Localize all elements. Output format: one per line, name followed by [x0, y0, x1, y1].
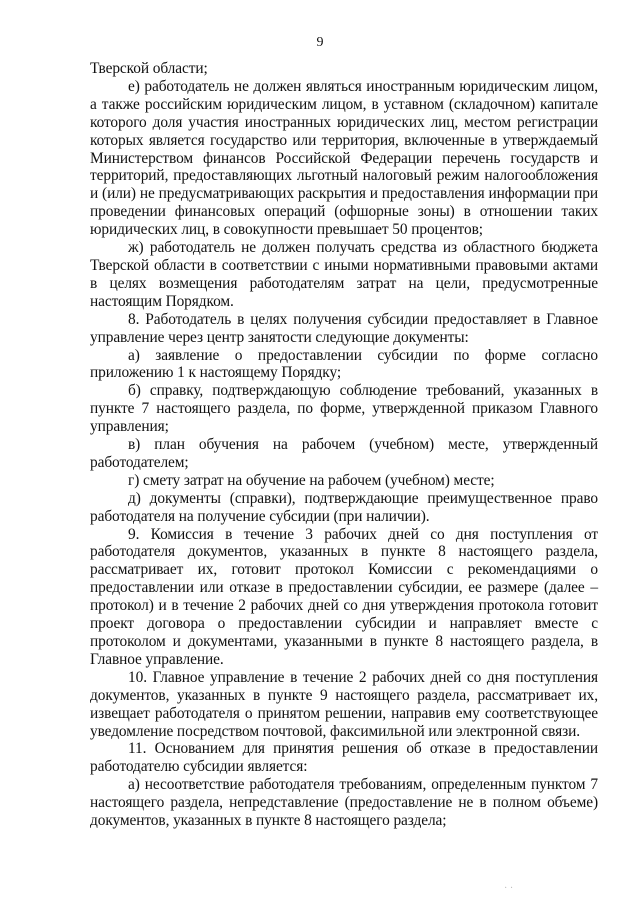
paragraph-item-zh: ж) работодатель не должен получать средства из областного бюджета Тверской области в соответствии с иными нормативными правовыми актами в целях возмещения работодателям затрат на цели, предусмотренные настоящим Порядком. — [90, 239, 598, 310]
document-body — [90, 60, 598, 830]
paragraph-item-e: е) работодатель не должен являться иностранным юридическим лицом, а также российским юридическим лицом, в уставном (складочном) капитале которого доля участия иностранных юридических лиц, местом регистрации которых является государство или территория, включенные в утверждаемый Министерством финансов Российской Федерации перечень государств и территорий, предоставляющих льготный налоговый режим налогообложения и (или) не предусматривающих раскрытия и предоставления информации при проведении финансовых операций (офшорные зоны) в отношении таких юридических лиц, в совокупности превышает 50 процентов; — [90, 77, 598, 239]
page-number: 9 — [316, 35, 324, 50]
paragraph-continuation: Тверской области; — [90, 60, 208, 77]
scan-artifact: · · — [504, 883, 514, 894]
paragraph-item-v: в) план обучения на рабочем (учебном) месте, утвержденный работодателем; — [90, 436, 598, 471]
paragraph-item-a: а) заявление о предоставлении субсидии по форме согласно приложению 1 к настоящему Порядку; — [90, 346, 598, 382]
paragraph-item-d: д) документы (справки), подтверждающие преимущественное право работодателя на получение субсидии (при наличии). — [90, 489, 598, 525]
paragraph-clause-8: 8. Работодатель в целях получения субсидии предоставляет в Главное управление через центр занятости следующие документы: — [90, 310, 598, 346]
paragraph-clause-11-item-a: а) несоответствие работодателя требованиям, определенным пунктом 7 настоящего раздела, непредставление (предоставление не в полном объеме) документов, указанных в пункте 8 настоящего раздела; — [90, 776, 598, 830]
paragraph-clause-11: 11. Основанием для принятия решения об отказе в предоставлении работодателю субсидии является: — [90, 740, 598, 776]
paragraph-clause-9: 9. Комиссия в течение 3 рабочих дней со дня поступления от работодателя документов, указанных в пункте 8 настоящего раздела, рассматривает их, готовит протокол Комиссии с рекомендациями о предоставлении или отказе в предоставлении субсидии, ее размере (далее – протокол) и в течение 2 рабочих дней со дня утверждения протокола готовит проект договора о предоставлении субсидии и направляет вместе с протоколом и документами, указанными в пункте 8 настоящего раздела, в Главное управление. — [90, 525, 598, 668]
paragraph-item-b: б) справку, подтверждающую соблюдение требований, указанных в пункте 7 настоящего раздела, по форме, утвержденной приказом Главного управления; — [90, 382, 598, 436]
paragraph-clause-10: 10. Главное управление в течение 2 рабочих дней со дня поступления документов, указанных в пункте 9 настоящего раздела, рассматривает их, извещает работодателя о принятом решении, направив ему соответствующее уведомление посредством почтовой, факсимильной или электронной связи. — [90, 668, 598, 740]
paragraph-item-g: г) смету затрат на обучение на рабочем (учебном) месте; — [128, 471, 495, 489]
